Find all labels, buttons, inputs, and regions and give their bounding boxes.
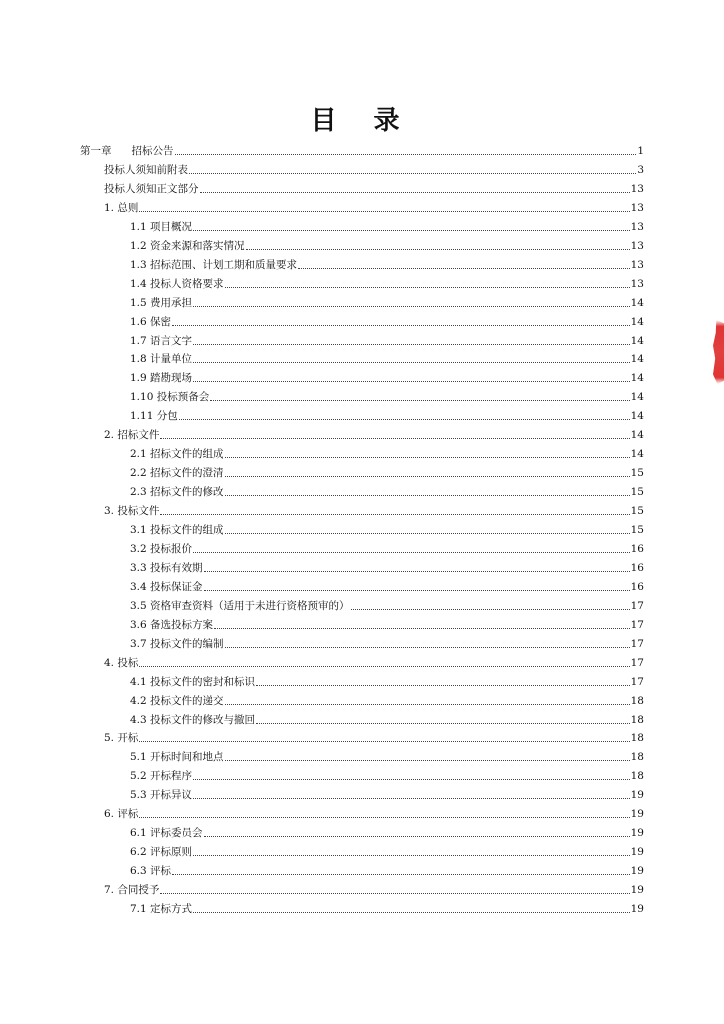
toc-leader-dots	[246, 248, 630, 250]
toc-entry[interactable]	[130, 712, 644, 728]
toc-entry[interactable]	[130, 276, 644, 292]
page-title: 目 录	[310, 106, 414, 136]
toc-page-number: 14	[630, 429, 644, 442]
toc-page-number: 19	[630, 789, 644, 802]
toc-entry-label: 3.7 投标文件的编制	[130, 637, 224, 650]
toc-page-number: 18	[630, 713, 644, 726]
toc-leader-dots	[175, 153, 637, 155]
red-seal-stamp-edge	[713, 320, 724, 384]
toc-leader-dots	[160, 892, 629, 894]
toc-entry[interactable]	[130, 579, 644, 595]
toc-leader-dots	[225, 475, 630, 477]
toc-entry-label: 4.2 投标文件的递交	[130, 694, 224, 707]
toc-leader-dots	[351, 608, 630, 610]
toc-page-number: 17	[630, 618, 644, 631]
toc-page-number: 18	[630, 694, 644, 707]
toc-entry-label: 2.2 招标文件的澄清	[130, 467, 224, 480]
toc-entry-label: 3.1 投标文件的组成	[130, 524, 224, 536]
toc-page-number: 14	[630, 334, 644, 347]
toc-leader-dots	[193, 305, 630, 307]
toc-leader-dots	[160, 437, 629, 439]
toc-entry[interactable]	[130, 219, 644, 235]
toc-page-number: 13	[630, 201, 644, 214]
toc-leader-dots	[189, 172, 636, 174]
toc-leader-dots	[204, 570, 630, 572]
toc-entry[interactable]	[80, 143, 644, 159]
toc-page-number: 13	[630, 182, 644, 195]
toc-page-number: 13	[630, 220, 644, 233]
toc-entry[interactable]	[130, 901, 644, 917]
toc-page-number: 18	[630, 732, 644, 745]
toc-entry-label: 1.5 费用承担	[130, 296, 193, 309]
toc-page-number: 19	[630, 865, 644, 878]
toc-page-number: 15	[630, 524, 644, 536]
toc-entry[interactable]	[130, 541, 644, 557]
toc-entry[interactable]	[130, 465, 644, 481]
toc-entry-label: 2.1 招标文件的组成	[130, 448, 224, 461]
toc-entry-label: 5.1 开标时间和地点	[130, 751, 224, 764]
toc-page-number: 15	[630, 505, 644, 518]
toc-page-number: 14	[630, 353, 644, 366]
toc-entry[interactable]	[104, 503, 644, 519]
toc-entry-label: 3.6 备选投标方案	[130, 618, 214, 631]
toc-leader-dots	[193, 551, 630, 553]
toc-entry-label: 4.1 投标文件的密封和标识	[130, 675, 256, 688]
toc-entry[interactable]	[130, 522, 644, 538]
toc-entry-label: 5.2 开标程序	[130, 770, 193, 783]
toc-leader-dots	[193, 361, 630, 363]
toc-entry[interactable]	[130, 484, 644, 500]
toc-page-number: 19	[630, 846, 644, 859]
toc-entry-label: 5.3 开标异议	[130, 789, 193, 802]
toc-entry[interactable]	[130, 295, 644, 311]
toc-page-number: 19	[630, 827, 644, 840]
toc-entry[interactable]	[130, 844, 644, 860]
toc-page-number: 17	[630, 599, 644, 612]
toc-entry-label: 1.2 资金来源和落实情况	[130, 239, 245, 252]
toc-entry[interactable]	[104, 427, 644, 443]
toc-leader-dots	[179, 418, 630, 420]
toc-leader-dots	[193, 380, 630, 382]
toc-entry-label: 6.1 评标委员会	[130, 827, 203, 840]
toc-page-number: 16	[630, 580, 644, 593]
toc-entry-label: 1.7 语言文字	[130, 334, 193, 347]
toc-entry-label: 1. 总则	[104, 201, 139, 214]
toc-entry-label: 1.8 计量单位	[130, 353, 193, 366]
toc-entry[interactable]	[130, 598, 644, 614]
toc-leader-dots	[193, 854, 630, 856]
toc-entry[interactable]	[130, 351, 644, 367]
toc-leader-dots	[193, 778, 630, 780]
toc-entry-label: 3. 投标文件	[104, 505, 160, 518]
toc-entry[interactable]	[104, 655, 644, 671]
toc-entry-label: 投标人须知正文部分	[104, 182, 199, 195]
toc-entry-label: 7.1 定标方式	[130, 903, 193, 915]
toc-page-number: 14	[630, 372, 644, 385]
toc-page-number: 1	[637, 145, 644, 157]
toc-entry[interactable]	[104, 200, 644, 216]
toc-leader-dots	[298, 267, 630, 269]
toc-leader-dots	[172, 324, 630, 326]
toc-entry[interactable]	[130, 389, 644, 405]
toc-entry[interactable]	[130, 768, 644, 784]
toc-page-number: 13	[630, 239, 644, 252]
toc-page-number: 13	[630, 277, 644, 290]
toc-page-number: 14	[630, 391, 644, 404]
toc-leader-dots	[256, 722, 630, 724]
toc-entry[interactable]	[130, 370, 644, 386]
toc-leader-dots	[200, 191, 630, 193]
toc-entry[interactable]	[104, 181, 644, 197]
toc-leader-dots	[210, 399, 629, 401]
toc-leader-dots	[193, 797, 630, 799]
toc-entry[interactable]	[104, 806, 644, 822]
toc-entry-label: 6. 评标	[104, 808, 139, 821]
toc-entry[interactable]	[104, 730, 644, 746]
toc-page-number: 16	[630, 542, 644, 555]
toc-entry-label: 2. 招标文件	[104, 429, 160, 442]
toc-entry[interactable]	[130, 825, 644, 841]
toc-leader-dots	[193, 229, 630, 231]
toc-leader-dots	[172, 873, 630, 875]
toc-entry[interactable]	[130, 333, 644, 349]
toc-leader-dots	[204, 589, 630, 591]
toc-entry-label: 4. 投标	[104, 656, 139, 669]
toc-entry[interactable]	[104, 162, 644, 178]
toc-page-number: 18	[630, 770, 644, 783]
toc-entry-label: 1.9 踏勘现场	[130, 372, 193, 385]
toc-entry[interactable]	[130, 617, 644, 633]
toc-page-number: 14	[630, 410, 644, 423]
toc-page-number: 3	[637, 163, 644, 176]
toc-leader-dots	[204, 835, 630, 837]
toc-entry-label: 3.5 资格审查资料（适用于未进行资格预审的）	[130, 599, 350, 612]
toc-entry-label: 1.6 保密	[130, 315, 172, 328]
toc-entry[interactable]	[130, 238, 644, 254]
toc-leader-dots	[225, 532, 630, 534]
toc-entry-label: 6.2 评标原则	[130, 846, 193, 859]
toc-page-number: 18	[630, 751, 644, 764]
toc-entry-label: 2.3 招标文件的修改	[130, 486, 224, 499]
toc-entry[interactable]	[130, 446, 644, 462]
toc-entry[interactable]	[130, 749, 644, 765]
toc-leader-dots	[193, 343, 630, 345]
toc-entry-label: 5. 开标	[104, 732, 139, 745]
toc-entry-label: 7. 合同授予	[104, 884, 160, 897]
toc-page-number: 13	[630, 258, 644, 271]
toc-entry[interactable]	[130, 636, 644, 652]
toc-entry[interactable]	[104, 882, 644, 898]
toc-leader-dots	[225, 456, 630, 458]
toc-page-number: 17	[630, 656, 644, 669]
toc-entry-label: 4.3 投标文件的修改与撤回	[130, 713, 256, 726]
toc-entry-label: 3.4 投标保证金	[130, 580, 203, 593]
toc-leader-dots	[214, 627, 630, 629]
toc-leader-dots	[225, 286, 630, 288]
toc-chapter-title: 招标公告	[131, 145, 174, 157]
toc-entry-label: 1.4 投标人资格要求	[130, 277, 224, 290]
toc-leader-dots	[139, 740, 629, 742]
toc-entry-label: 投标人须知前附表	[104, 163, 188, 176]
toc-entry-label: 1.3 招标范围、计划工期和质量要求	[130, 258, 298, 271]
toc-entry-label: 6.3 评标	[130, 865, 172, 878]
toc-page-number: 17	[630, 675, 644, 688]
toc-page-number: 19	[630, 808, 644, 821]
toc-entry-label: 3.3 投标有效期	[130, 561, 203, 574]
toc-entry-label: 1.10 投标预备会	[130, 391, 210, 404]
toc-page-number: 19	[630, 884, 644, 897]
toc-page-number: 16	[630, 561, 644, 574]
toc-entry-label: 1.1 项目概况	[130, 220, 193, 233]
toc-leader-dots	[193, 911, 630, 913]
toc-page-number: 17	[630, 637, 644, 650]
toc-entry[interactable]	[130, 314, 644, 330]
toc-entry[interactable]	[130, 257, 644, 273]
toc-leader-dots	[139, 665, 629, 667]
toc-leader-dots	[225, 646, 630, 648]
toc-leader-dots	[225, 759, 630, 761]
toc-leader-dots	[139, 210, 629, 212]
toc-entry[interactable]	[130, 693, 644, 709]
toc-page-number: 14	[630, 315, 644, 328]
toc-leader-dots	[139, 816, 629, 818]
toc-page-number: 19	[630, 903, 644, 915]
toc-entry[interactable]	[130, 674, 644, 690]
toc-leader-dots	[225, 703, 630, 705]
toc-page-number: 15	[630, 486, 644, 499]
toc-leader-dots	[160, 513, 629, 515]
toc-entry-label: 1.11 分包	[130, 410, 178, 423]
toc-chapter-number: 第一章	[80, 145, 112, 157]
toc-entry[interactable]	[130, 863, 644, 879]
toc-entry[interactable]	[130, 560, 644, 576]
toc-leader-dots	[256, 684, 630, 686]
toc-page-number: 14	[630, 448, 644, 461]
toc-entry[interactable]	[130, 408, 644, 424]
toc-page-number: 15	[630, 467, 644, 480]
toc-entry-label: 3.2 投标报价	[130, 542, 193, 555]
toc-page-number: 14	[630, 296, 644, 309]
toc-entry-label	[80, 143, 174, 159]
toc-leader-dots	[225, 494, 630, 496]
toc-entry[interactable]	[130, 787, 644, 803]
